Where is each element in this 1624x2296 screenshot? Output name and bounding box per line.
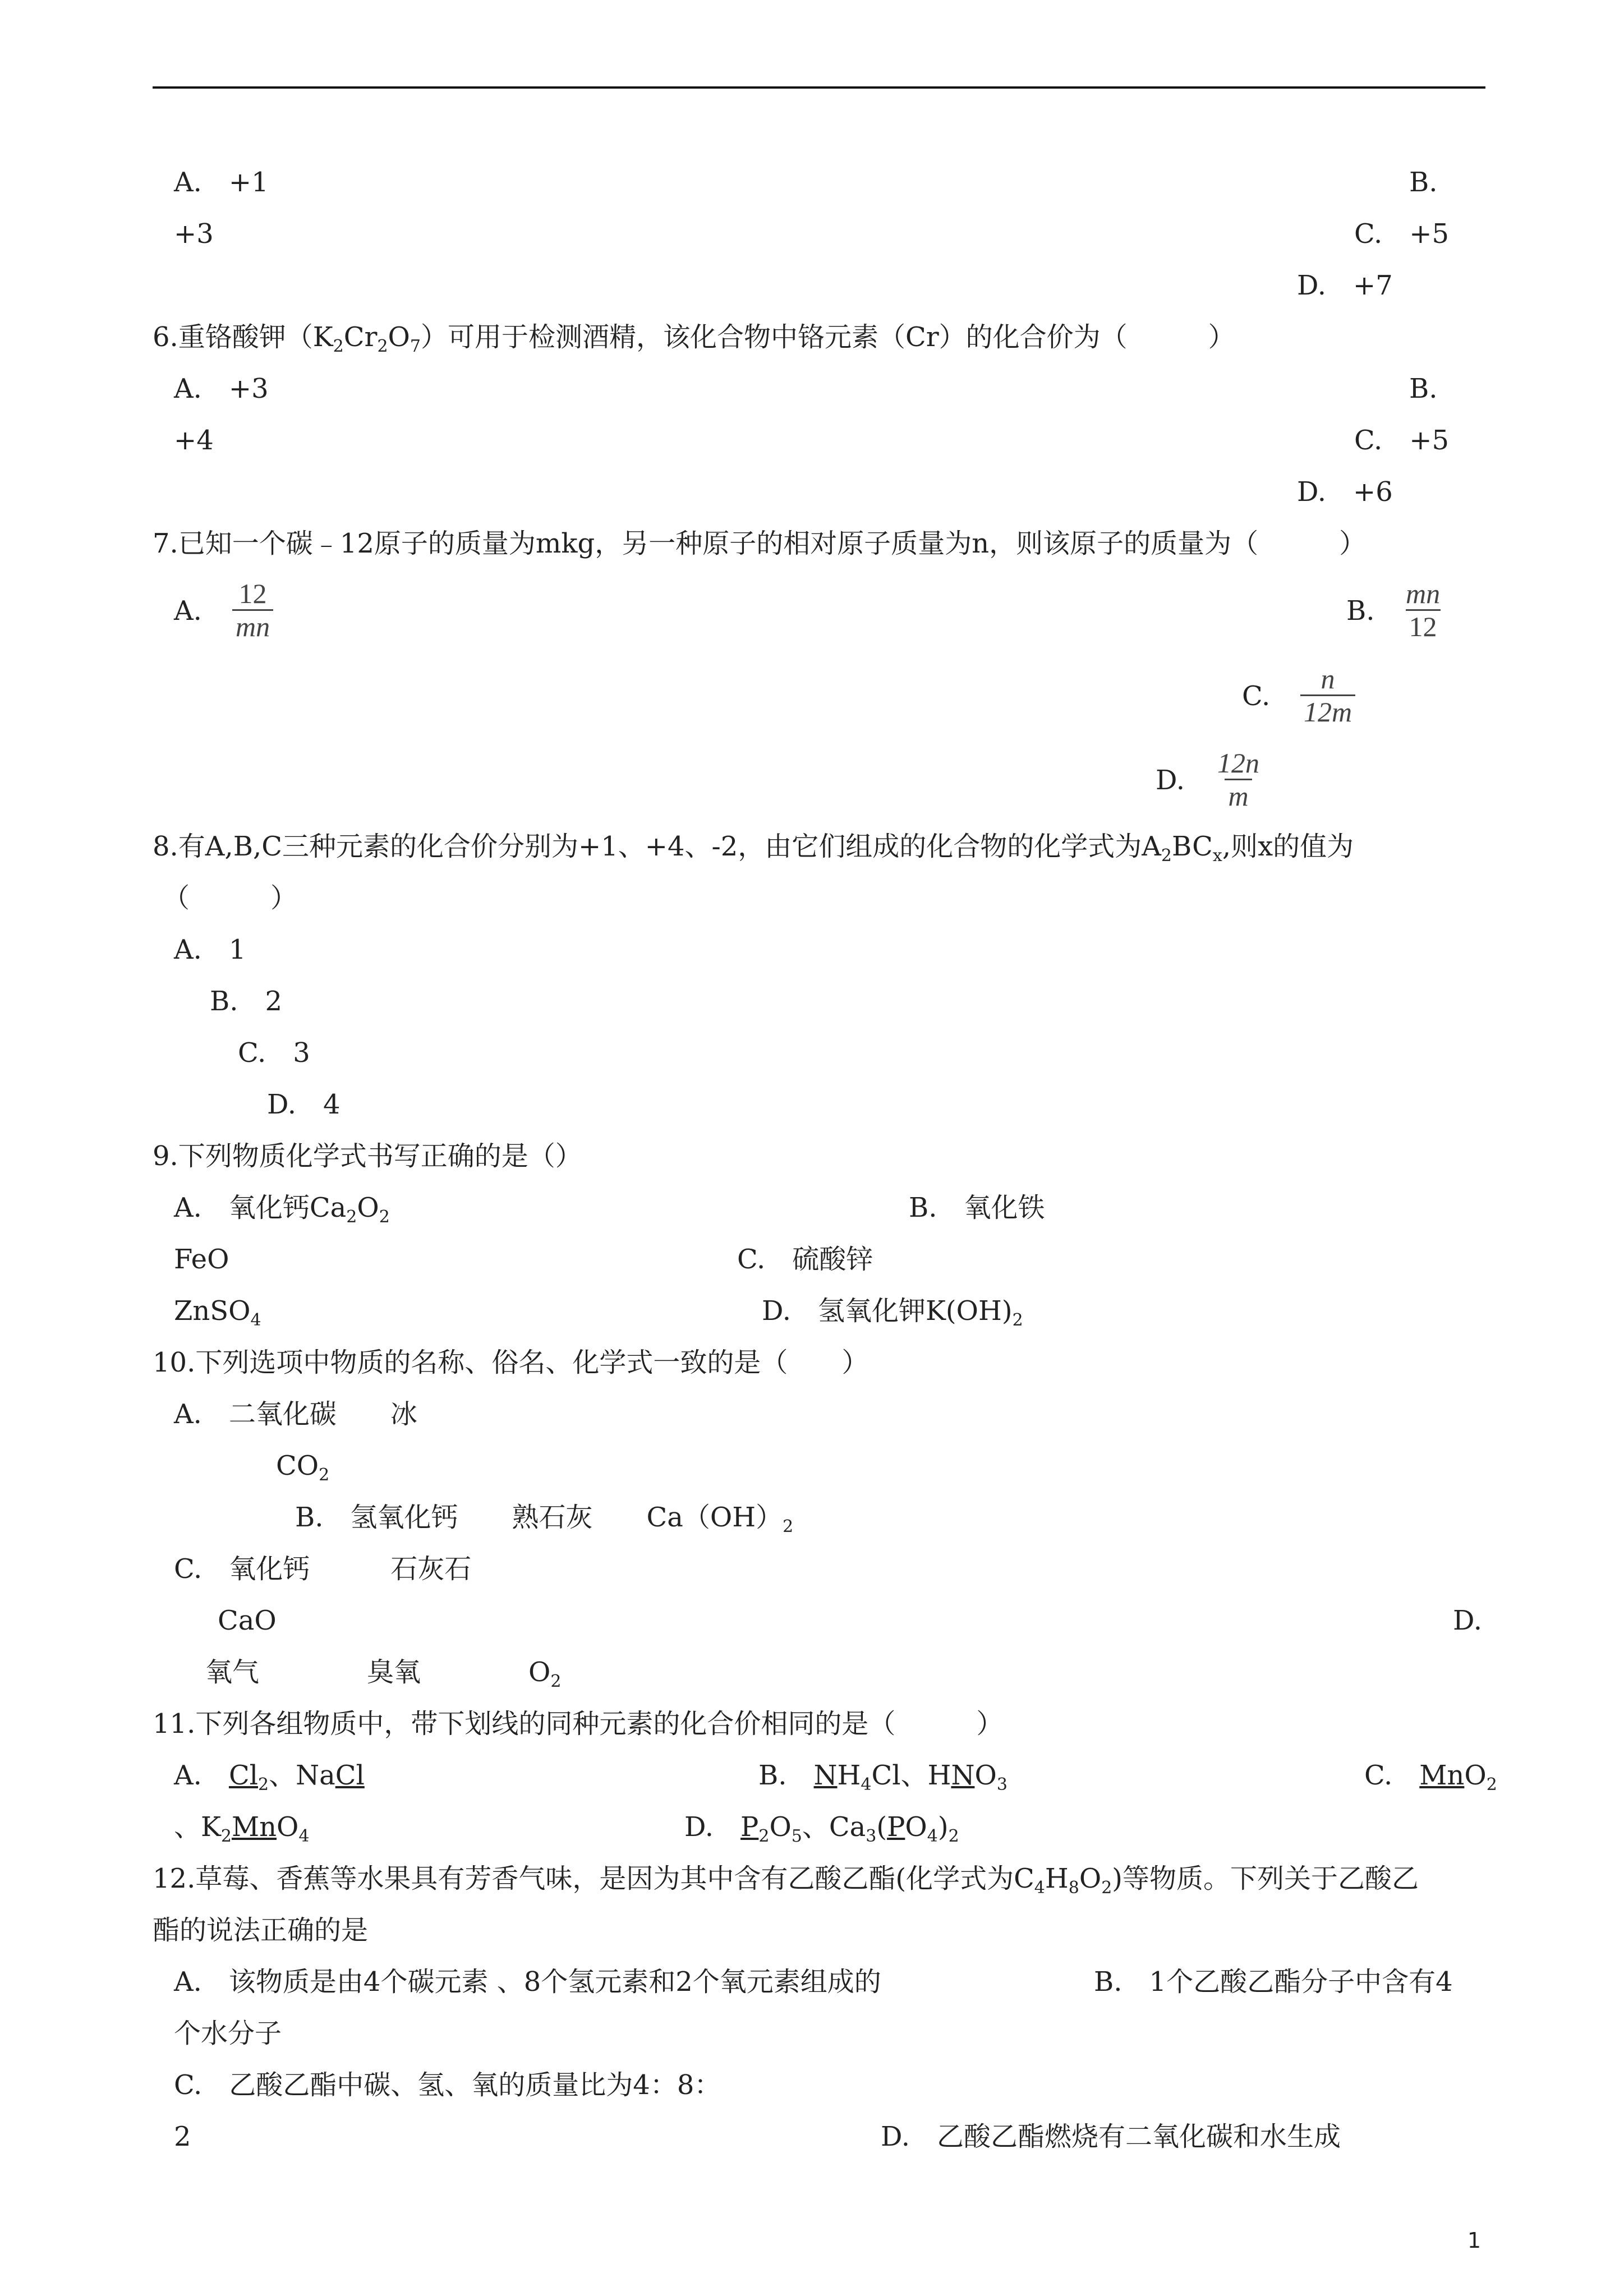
q5-option-c: C. +5: [1354, 218, 1450, 250]
q6-option-d: D. +6: [1297, 476, 1393, 508]
q7-option-a-label: A.: [174, 595, 202, 627]
q5-option-b-label: B.: [1409, 167, 1438, 198]
q5-option-d: D. +7: [1297, 270, 1393, 301]
q10-option-a: A. 二氧化碳 冰: [174, 1398, 417, 1430]
q10-option-b: B. 氢氧化钙 熟石灰 $Ca(OH)_2$: [295, 1502, 794, 1536]
q10-option-c-formula: CaO: [218, 1605, 277, 1636]
q10-option-d-label: D.: [1453, 1605, 1483, 1636]
q12-option-c: C. 乙酸乙酯中碳、氢、氧的质量比为4：8：: [174, 2069, 721, 2101]
q7-option-d-label: D.: [1156, 765, 1185, 796]
q10-option-d-text: 氧气 臭氧 $O_2$: [205, 1657, 562, 1691]
page-number: 1: [1467, 2228, 1481, 2253]
q7-stem: 7.已知一个碳﹣12原子的质量为mkg，另一种原子的相对原子质量为n，则该原子的质量为（ ）: [153, 528, 1367, 559]
q9-option-b: B. 氧化铁: [909, 1192, 1045, 1223]
q9-stem: 9.下列物质化学式书写正确的是（）: [153, 1140, 582, 1172]
q8-answer-paren: （ ）: [163, 882, 298, 914]
q9-option-b-value: FeO: [174, 1244, 229, 1275]
q12-option-b: B. 1个乙酸乙酯分子中含有4: [1094, 1966, 1453, 1998]
q11-option-d: D. $P_2O_5$、$Ca_3(PO_4)_2$: [684, 1811, 959, 1846]
q8-option-b: B. 2: [210, 986, 283, 1017]
q9-option-a: A. 氧化钙$Ca_2O_2$: [174, 1192, 390, 1227]
q12-option-a: A. 该物质是由4个碳元素 、8个氢元素和2个氧元素组成的: [174, 1966, 881, 1998]
q9-option-c: C. 硫酸锌: [737, 1244, 873, 1275]
q10-option-a-formula: $CO_2$: [276, 1450, 330, 1485]
q11-option-a: A. $Cl_2$、NaCl: [174, 1760, 365, 1795]
q7-option-b-fraction: $\frac{mn}{12}$: [1406, 578, 1441, 642]
q11-option-c: C. MnO$_2$: [1364, 1760, 1497, 1795]
q7-option-b-label: B.: [1346, 595, 1375, 627]
q9-option-c-value: ZnSO$_4$: [174, 1295, 261, 1330]
q11-option-b: B. $NH_4Cl$、$HNO_3$: [758, 1760, 1007, 1795]
q9-option-d: D. 氢氧化钾$K(OH)_2$: [762, 1295, 1023, 1330]
q8-stem: 8.有A,B,C三种元素的化合价分别为+1、+4、-2，由它们组成的化合物的化学式为$A_2BC_x$,则x的值为: [153, 831, 1354, 866]
q6-option-c: C. +5: [1354, 425, 1450, 456]
q12-option-c-continued: 2: [174, 2121, 191, 2152]
q8-option-d: D. 4: [267, 1089, 341, 1120]
q12-option-b-continued: 个水分子: [174, 2018, 282, 2049]
q12-option-d: D. 乙酸乙酯燃烧有二氧化碳和水生成: [881, 2121, 1341, 2152]
q7-option-d-fraction: $\frac{12n}{m}$: [1217, 747, 1259, 812]
q6-option-b-label: B.: [1409, 373, 1438, 404]
q8-option-a: A. 1: [174, 934, 246, 965]
q7-option-c-fraction: $\frac{n}{12m}$: [1300, 664, 1355, 726]
q11-stem: 11.下列各组物质中，带下划线的同种元素的化合价相同的是（ ）: [153, 1708, 1004, 1740]
q8-option-c: C. 3: [238, 1037, 310, 1069]
q6-stem: 6.重铬酸钾$(K_2Cr_2O_7)$可用于检测酒精，该化合物中铬元素（Cr）的化合价为（ ）: [153, 321, 1235, 356]
q12-stem-line2: 酯的说法正确的是: [153, 1915, 369, 1946]
q7-option-c-label: C.: [1242, 680, 1271, 712]
q11-option-c-continued: 、$K_2MnO_4$: [174, 1811, 310, 1846]
q10-stem: 10.下列选项中物质的名称、俗名、化学式一致的是（ ）: [153, 1347, 869, 1378]
q10-option-c: C. 氧化钙 石灰石: [174, 1553, 472, 1585]
q5-option-b-value: +3: [174, 218, 214, 250]
q5-option-a: A. +1: [174, 167, 269, 198]
q12-stem-line1: 12.草莓、香蕉等水果具有芳香气味，是因为其中含有乙酸乙酯(化学式为$C_4H_8O_2$)等物质。下列关于乙酸乙: [153, 1863, 1419, 1898]
q6-option-a: A. +3: [174, 373, 269, 404]
header-rule: [153, 86, 1485, 89]
q7-option-a-fraction: $\frac{12}{mn}$: [232, 579, 273, 641]
q6-option-b-value: +4: [174, 425, 214, 456]
